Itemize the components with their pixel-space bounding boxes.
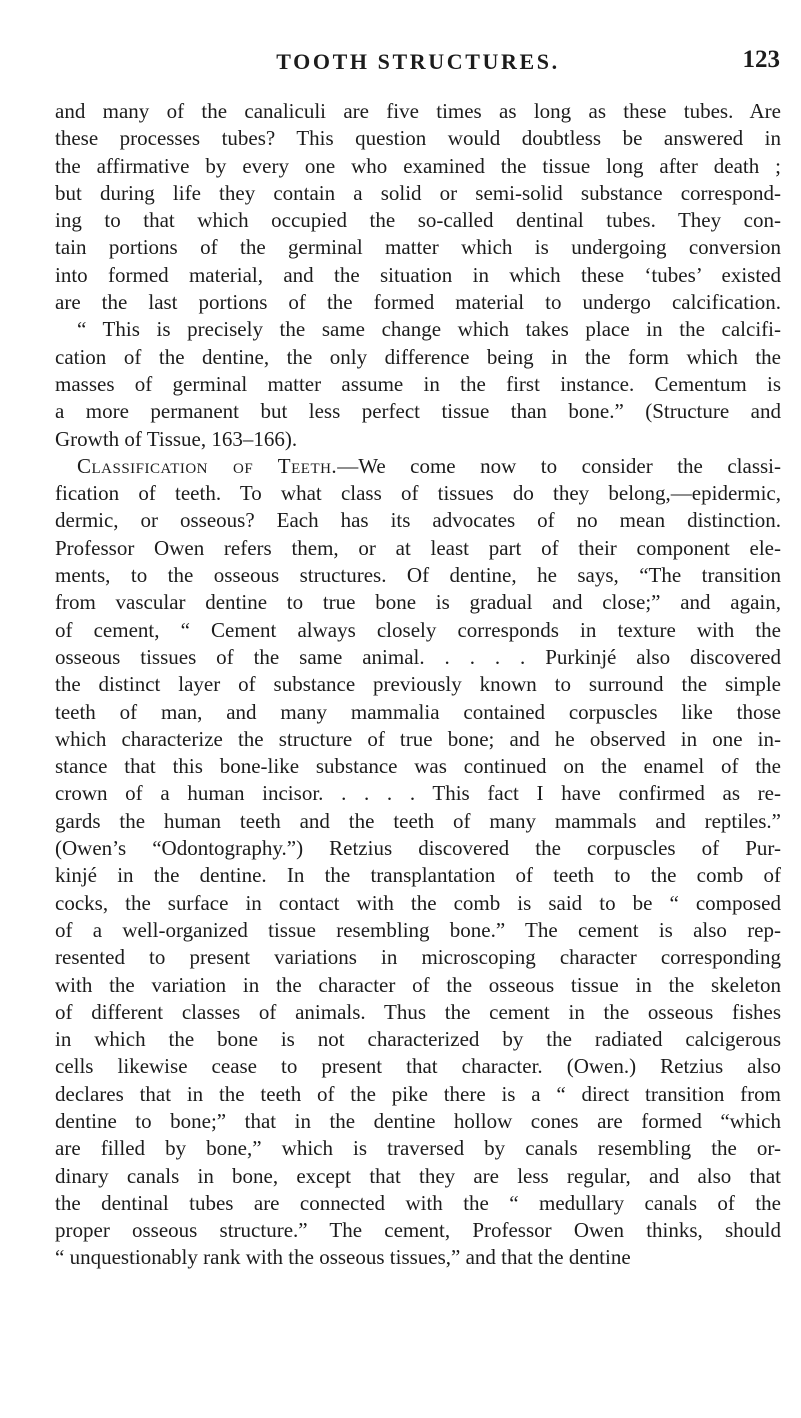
text-line: dinary canals in bone, except that they are less regular, and also that [55,1163,781,1188]
text-line: kinjé in the dentine. In the transplantation of teeth to the comb of [55,863,781,888]
text-line: from vascular dentine to true bone is gradual and close;” and again, [55,590,781,615]
text-line: dermic, or osseous? Each has its advocates of no mean distinction. [55,508,781,533]
text-line: with the variation in the character of the osseous tissue in the skeleton [55,972,781,997]
text-line: are the last portions of the formed material to undergo calcification. [55,290,781,315]
text-line: Growth of Tissue, 163–166). [55,426,298,451]
text-line: proper osseous structure.” The cement, Professor Owen thinks, should [55,1218,781,1243]
section-heading: Classification of Teeth. [77,453,338,478]
text-line: “ This is precisely the same change which takes place in the calcifi- [77,317,781,342]
text-line: (Owen’s “Odontography.”) Retzius discovered the corpuscles of Pur- [55,836,781,861]
text-line: the distinct layer of substance previously known to surround the simple [55,672,781,697]
text-line: ing to that which occupied the so-called dentinal tubes. They con- [55,208,781,233]
text-line: ments, to the osseous structures. Of dentine, he says, “The transition [55,563,781,588]
text-line: of different classes of animals. Thus the cement in the osseous fishes [55,999,781,1024]
text-line: stance that this bone-like substance was continued on the enamel of the [55,754,781,779]
text-line: in which the bone is not characterized by the radiated calcigerous [55,1027,781,1052]
text-line: cells likewise cease to present that character. (Owen.) Retzius also [55,1054,781,1079]
text-line: resented to present variations in microscoping character corresponding [55,945,781,970]
text-line: declares that in the teeth of the pike there is a “ direct transition from [55,1081,781,1106]
text-line: but during life they contain a solid or semi-solid substance correspond- [55,180,781,205]
text-line: teeth of man, and many mammalia contained corpuscles like those [55,699,781,724]
section-heading-line [55,453,781,480]
running-head [56,44,780,80]
text-line: and many of the canaliculi are five times as long as these tubes. Are [55,99,781,123]
text-line: the dentinal tubes are connected with the “ medullary canals of the [55,1190,781,1215]
text-line: “ unquestionably rank with the osseous tissues,” and that the dentine [55,1245,631,1270]
text-line: masses of germinal matter assume in the first instance. Cementum is [55,371,781,396]
text-line: gards the human teeth and the teeth of many mammals and reptiles.” [55,808,781,833]
text-line: tain portions of the germinal matter which is undergoing conversion [55,235,781,260]
text-line: these processes tubes? This question would doubtless be answered in [55,126,781,151]
running-title: TOOTH STRUCTURES. [276,49,560,74]
text-line: a more permanent but less perfect tissue than bone.” (Structure and [55,399,781,424]
text-line: dentine to bone;” that in the dentine hollow cones are formed “which [55,1108,781,1133]
text-line: of cement, “ Cement always closely corresponds in texture with the [55,617,781,642]
body-text [55,98,781,1272]
text-line: which characterize the structure of true bone; and he observed in one in- [55,726,781,751]
text-line: are filled by bone,” which is traversed by canals resembling the or- [55,1136,781,1161]
text-line: cation of the dentine, the only difference being in the form which the [55,344,781,369]
text-line: osseous tissues of the same animal. . . . . Purkinjé also discovered [55,644,781,669]
page-number: 123 [742,46,780,73]
text-line: fication of teeth. To what class of tissues do they belong,—epidermic, [55,481,781,506]
text-line: into formed material, and the situation in which these ‘tubes’ existed [55,262,781,287]
text-line: cocks, the surface in contact with the comb is said to be “ composed [55,890,781,915]
text-line: the affirmative by every one who examined the tissue long after death ; [55,153,781,178]
text-line: crown of a human incisor. . . . . This fact I have confirmed as re- [55,781,781,806]
text-line: of a well-organized tissue resembling bone.” The cement is also rep- [55,917,781,942]
text-line: Professor Owen refers them, or at least part of their component ele- [55,535,781,560]
text-line-continuation: —We come now to consider the classi- [337,453,781,478]
